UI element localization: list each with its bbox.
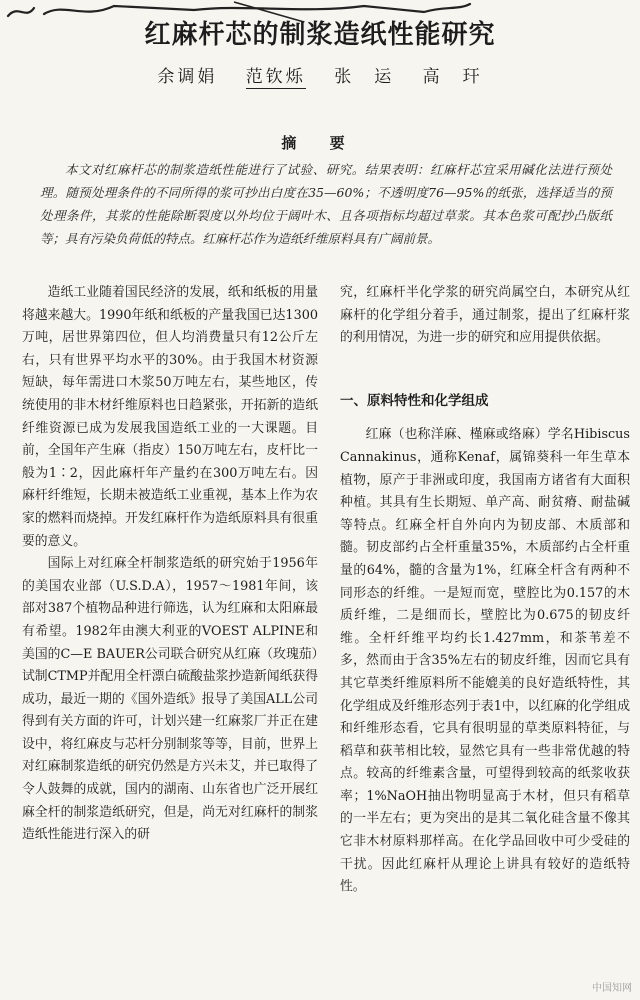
author-list (0, 62, 640, 87)
body-paragraph: 造纸工业随着国民经济的发展，纸和纸板的用量将越来越大。1990年纸和纸板的产量我国已达1300万吨，居世界第四位，但人均消费量只有12公斤左右，只有世界平均水平的30%。由于我国木材资源短缺，每年需进口木浆50万吨左右，某些地区，传统使用的非木材纤维原料也日趋紧张，开拓新的造纸纤维资源已成为发展我国造纸工业的一大课题。目前，全国年产生麻（指皮）150万吨左右，皮杆比一般为1∶2，因此麻杆年产量约在300万吨左右。因麻杆纤维短，长期未被造纸工业重视，基本上作为农家的燃料而烧掉。开发红麻杆作为造纸原料具有很重要的意义。 (22, 285, 318, 549)
author-name: 余调娟 (157, 67, 218, 87)
left-column (22, 282, 318, 847)
watermark: 中国知网 (592, 983, 632, 994)
section-heading: 一、原料特性和化学组成 (340, 392, 489, 409)
abstract-text: 本文对红麻杆芯的制浆造纸性能进行了试验、研究。结果表明：红麻杆芯宜采用碱化法进行预处理。随预处理条件的不同所得的浆可抄出白度在35—60%；不透明度76—95%的纸张，选择适当的预处理条件，其浆的性能除断裂度以外均位于阔叶木、且各项指标均超过草浆。其本色浆可配抄凸版纸等；具有污染负荷低的特点。红麻杆芯作为造纸纤维原料具有广阔前景。 (40, 162, 612, 246)
author-name: 范钦烁 (245, 67, 306, 87)
paper-title: 红麻杆芯的制浆造纸性能研究 (144, 20, 496, 50)
author-name: 高 玕 (422, 67, 483, 87)
body-paragraph: 国际上对红麻全杆制浆造纸的研究始于1956年的美国农业部（U.S.D.A），1957～1981年间，该部对387个植物品种进行筛选，认为红麻和太阳麻最有希望。1982年由澳大利亚的VOEST ALPINE和美国的C—E BAUER公司联合研究从红麻（玫瑰茄）试制CTMP并配用全杆漂白硫酸盐浆抄造新闻纸获得成功，最近一期的《国外造纸》报导了美国ALL公司得到有关方面的许可，计划兴建一红麻浆厂并正在建设中，将红麻皮与芯杆分别制浆等等，目前，世界上对红麻制浆造纸的研究仍然是方兴未艾，并已取得了令人鼓舞的成就，国内的湖南、山东省也广泛开展红麻全杆的制浆造纸研究，但是，尚无对红麻杆的制浆造纸性能进行深入的研 (22, 556, 318, 843)
body-paragraph: 红麻（也称洋麻、槿麻或络麻）学名Hibiscus Cannakinus，通称Kenaf，属锦葵科一年生草本植物，原产于非洲或印度，我国南方诸省有大面积种植。其具有生长期短、单产高、耐贫瘠、耐盐碱等特点。红麻全杆自外向内为韧皮部、木质部和髓。韧皮部约占全杆重量35%，木质部约占全杆重量的64%，髓的含量为1%，红麻全杆含有两种不同形态的纤维。一是短而宽，壁腔比为0.157的木质纤维，二是细而长，壁腔比为0.675的韧皮纤维。全杆纤维平均约长1.427mm，和茶苇差不多，然而由于含35%左右的韧皮纤维，因而它具有其它草类纤维原料所不能媲美的良好造纸特性，其化学组成及纤维形态列于表1中，以红麻的化学组成和纤维形态看，它具有很明显的草类原料特征，与稻草和荻苇相比较，显然它具有一些非常优越的特点。较高的纤维素含量，可望得到较高的纸浆收获率；1%NaOH抽出物明显高于木材，但只有稻草的一半左右；更为突出的是其二氧化硅含量不像其它非木材原料那样高。在化学品回收中可少受硅的干扰。因此红麻杆从理论上讲具有较好的造纸特性。 (340, 427, 630, 895)
abstract (40, 158, 612, 250)
author-name: 张 运 (334, 67, 395, 87)
abstract-heading: 摘 要 (281, 134, 359, 152)
right-column (340, 282, 630, 899)
body-paragraph: 究，红麻杆半化学浆的研究尚属空白，本研究从红麻杆的化学组分着手，通过制浆，提出了红麻杆浆的利用情况，为进一步的研究和应用提供依据。 (340, 285, 630, 346)
